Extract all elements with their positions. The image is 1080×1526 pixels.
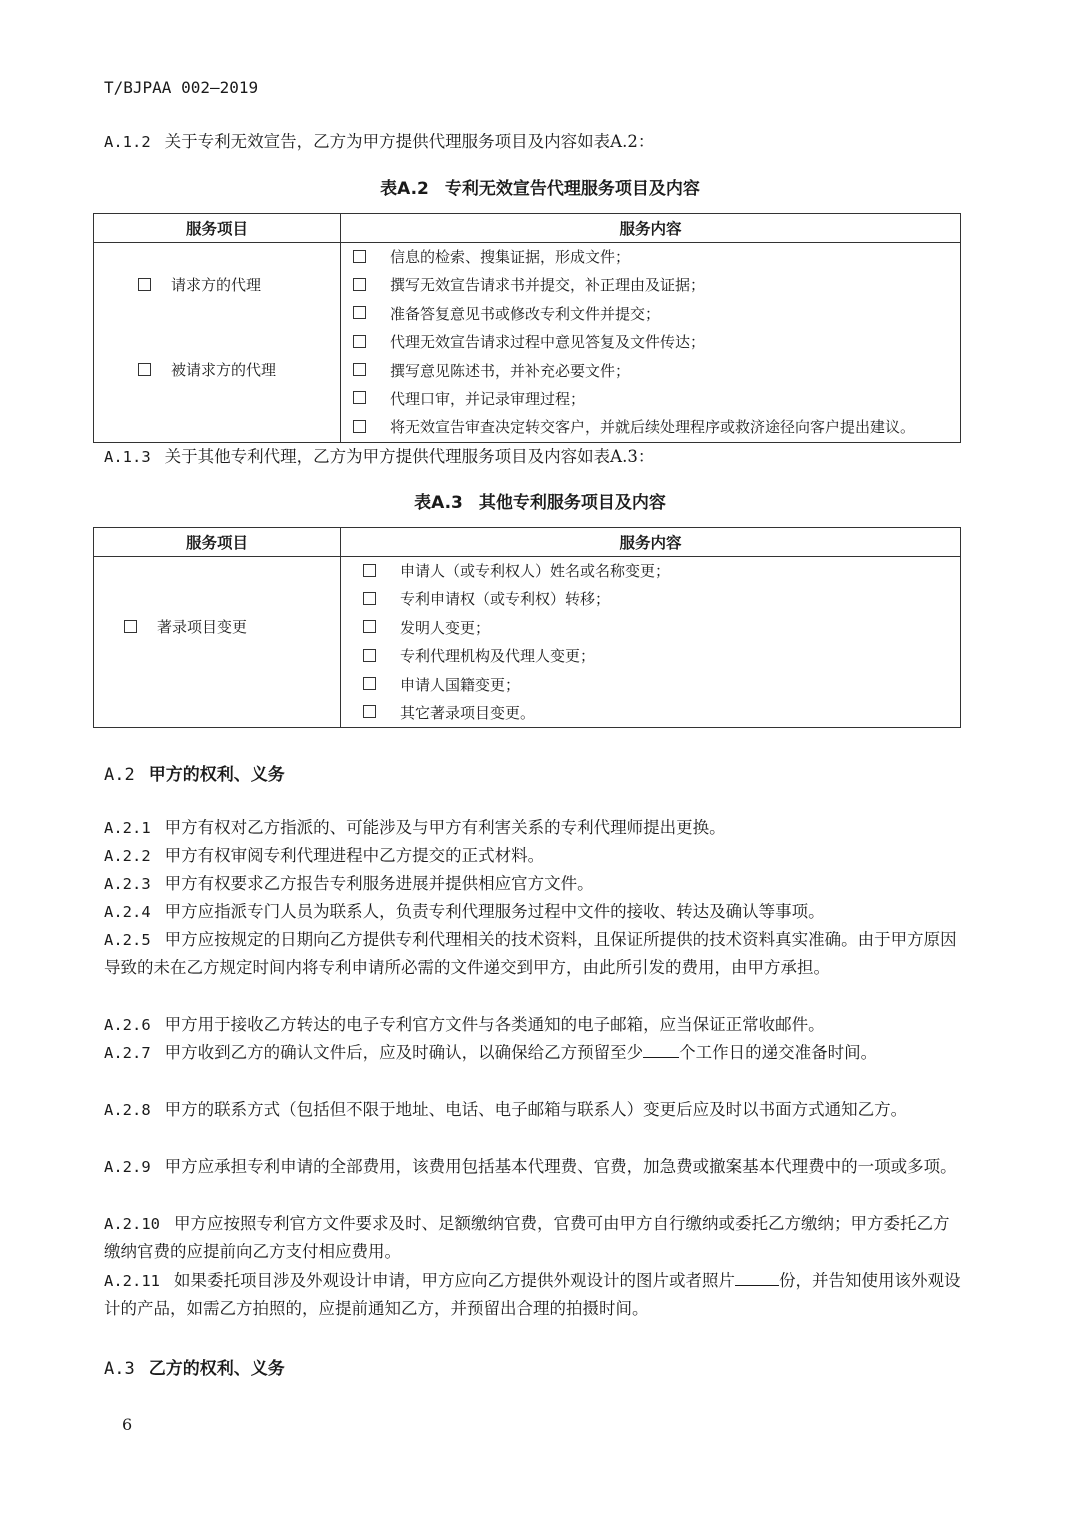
clause-a113 xyxy=(104,443,964,471)
document-code: T/BJPAA 002—2019 xyxy=(104,78,259,97)
table-body-row xyxy=(94,557,961,728)
content-text: 准备答复意见书或修改专利文件并提交； xyxy=(390,304,661,323)
table-a2 xyxy=(93,213,961,443)
checkbox-icon[interactable] xyxy=(363,705,376,718)
clause-a23 xyxy=(104,870,964,898)
content-text: 代理口审，并记录审理过程； xyxy=(390,389,586,408)
service-content-cell xyxy=(341,243,961,443)
copies-blank-field[interactable] xyxy=(735,1267,779,1286)
service-item xyxy=(124,616,247,637)
clause-number: A.2.10 xyxy=(104,1215,160,1233)
checkbox-icon[interactable] xyxy=(363,592,376,605)
content-item xyxy=(363,699,960,727)
checkbox-icon[interactable] xyxy=(363,564,376,577)
caption-number: 表A.3 xyxy=(414,493,463,513)
clause-a112 xyxy=(104,128,964,156)
clause-text: 甲方有权对乙方指派的、可能涉及与甲方有利害关系的专利代理师提出更换。 xyxy=(164,818,726,837)
content-text: 撰写无效宣告请求书并提交，补正理由及证据； xyxy=(390,276,706,295)
caption-text: 其他专利服务项目及内容 xyxy=(478,493,666,513)
content-text: 其它著录项目变更。 xyxy=(400,703,536,722)
clause-text: 甲方的联系方式（包括但不限于地址、电话、电子邮箱与联系人）变更后应及时以书面方式通知乙方。 xyxy=(164,1100,908,1119)
checkbox-icon[interactable] xyxy=(353,335,366,348)
content-item xyxy=(353,243,960,271)
content-text: 专利代理机构及代理人变更； xyxy=(400,647,596,666)
clause-number: A.1.2 xyxy=(104,133,151,151)
caption-number: 表A.2 xyxy=(380,179,429,199)
clause-text: 甲方有权要求乙方报告专利服务进展并提供相应官方文件。 xyxy=(164,874,594,893)
clause-number: A.2.7 xyxy=(104,1044,151,1062)
clause-text: 关于其他专利代理，乙方为甲方提供代理服务项目及内容如表A.3： xyxy=(164,447,655,466)
header-service-item: 服务项目 xyxy=(94,214,341,243)
clause-number: A.2.1 xyxy=(104,819,151,837)
service-content-cell xyxy=(341,557,961,728)
service-item xyxy=(138,274,261,295)
days-blank-field[interactable] xyxy=(643,1039,679,1058)
clause-number: A.2.2 xyxy=(104,847,151,865)
clause-number: A.2.4 xyxy=(104,903,151,921)
checkbox-icon[interactable] xyxy=(138,363,151,376)
table-a3-caption xyxy=(0,488,1080,513)
content-item xyxy=(353,328,960,356)
page-number: 6 xyxy=(122,1415,133,1434)
clause-number: A.2.6 xyxy=(104,1016,151,1034)
clause-text: 甲方有权审阅专利代理进程中乙方提交的正式材料。 xyxy=(164,846,545,865)
clause-text: 个工作日的递交准备时间。 xyxy=(679,1043,878,1062)
clause-a211 xyxy=(104,1267,964,1323)
clause-text: 如果委托项目涉及外观设计申请，甲方应向乙方提供外观设计的图片或者照片 xyxy=(174,1271,735,1290)
content-item xyxy=(363,671,960,699)
content-text: 代理无效宣告请求过程中意见答复及文件传达； xyxy=(390,333,706,352)
clause-text: 甲方应按规定的日期向乙方提供专利代理相关的技术资料，且保证所提供的技术资料真实准确。由于甲方原因导致的未在乙方规定时间内将专利申请所必需的文件递交到甲方，由此所引发的费用，由甲方承担。 xyxy=(104,930,957,977)
service-item xyxy=(138,359,276,380)
table-header-row xyxy=(94,528,961,557)
clause-a22 xyxy=(104,842,964,870)
content-item xyxy=(363,557,960,585)
checkbox-icon[interactable] xyxy=(138,278,151,291)
clause-text: 甲方收到乙方的确认文件后，应及时确认，以确保给乙方预留至少 xyxy=(164,1043,644,1062)
content-text: 专利申请权（或专利权）转移； xyxy=(400,590,611,609)
section-a2-heading xyxy=(104,760,285,785)
clause-number: A.2.11 xyxy=(104,1272,160,1290)
checkbox-icon[interactable] xyxy=(353,420,366,433)
clause-text: 甲方应指派专门人员为联系人，负责专利代理服务过程中文件的接收、转达及确认等事项。 xyxy=(164,902,825,921)
section-number: A.3 xyxy=(104,1359,135,1379)
checkbox-icon[interactable] xyxy=(353,363,366,376)
checkbox-icon[interactable] xyxy=(363,649,376,662)
service-item-cell xyxy=(94,557,341,728)
checkbox-icon[interactable] xyxy=(124,620,137,633)
content-item xyxy=(353,413,960,441)
clause-text: 甲方应按照专利官方文件要求及时、足额缴纳官费，官费可由甲方自行缴纳或委托乙方缴纳；甲方委托乙方缴纳官费的应提前向乙方支付相应费用。 xyxy=(104,1214,950,1261)
service-item-label: 被请求方的代理 xyxy=(171,361,277,379)
clause-a24 xyxy=(104,898,964,926)
checkbox-icon[interactable] xyxy=(353,278,366,291)
clause-number: A.2.9 xyxy=(104,1158,151,1176)
content-item xyxy=(363,642,960,670)
checkbox-icon[interactable] xyxy=(353,391,366,404)
checkbox-icon[interactable] xyxy=(363,620,376,633)
section-number: A.2 xyxy=(104,765,135,785)
clause-number: A.2.5 xyxy=(104,931,151,949)
clause-number: A.2.3 xyxy=(104,875,151,893)
content-text: 信息的检索、搜集证据，形成文件； xyxy=(390,248,631,266)
content-item xyxy=(353,300,960,328)
clause-a28 xyxy=(104,1096,964,1124)
clause-text: 甲方应承担专利申请的全部费用，该费用包括基本代理费、官费，加急费或撤案基本代理费中的一项或多项。 xyxy=(164,1157,957,1176)
clause-a210 xyxy=(104,1210,964,1266)
content-item xyxy=(353,385,960,413)
checkbox-icon[interactable] xyxy=(353,250,366,263)
service-item-label: 请求方的代理 xyxy=(171,276,262,294)
clause-number: A.1.3 xyxy=(104,448,151,466)
clause-text: 关于专利无效宣告，乙方为甲方提供代理服务项目及内容如表A.2： xyxy=(164,132,655,151)
content-item xyxy=(353,271,960,299)
content-text: 申请人（或专利权人）姓名或名称变更； xyxy=(400,562,671,580)
section-a3-heading xyxy=(104,1354,285,1379)
table-a2-caption xyxy=(0,174,1080,199)
clause-a29 xyxy=(104,1153,964,1181)
checkbox-icon[interactable] xyxy=(353,306,366,319)
clause-number: A.2.8 xyxy=(104,1101,151,1119)
clause-a21 xyxy=(104,814,964,842)
clause-a27 xyxy=(104,1039,964,1067)
header-service-item: 服务项目 xyxy=(94,528,341,557)
caption-text: 专利无效宣告代理服务项目及内容 xyxy=(444,179,700,199)
clause-a25 xyxy=(104,926,964,982)
content-item xyxy=(353,357,960,385)
clause-a26 xyxy=(104,1011,964,1039)
section-title: 乙方的权利、义务 xyxy=(148,1359,285,1379)
header-service-content: 服务内容 xyxy=(341,528,961,557)
content-text: 发明人变更； xyxy=(400,618,491,637)
clause-text: 甲方用于接收乙方转达的电子专利官方文件与各类通知的电子邮箱，应当保证正常收邮件。 xyxy=(164,1015,825,1034)
checkbox-icon[interactable] xyxy=(363,677,376,690)
table-a3 xyxy=(93,527,961,728)
content-item xyxy=(363,585,960,613)
clause-text: 份，并告知使用该外观设计的产品，如需乙方拍照的，应提前通知乙方，并预留出合理的拍摄时间。 xyxy=(104,1271,961,1318)
table-header-row xyxy=(94,214,961,243)
content-text: 将无效宣告审查决定转交客户，并就后续处理程序或救济途径向客户提出建议。 xyxy=(390,418,916,437)
service-item-label: 著录项目变更 xyxy=(157,618,248,636)
service-item-cell xyxy=(94,243,341,443)
table-body-row xyxy=(94,243,961,443)
header-service-content: 服务内容 xyxy=(341,214,961,243)
content-item xyxy=(363,614,960,642)
content-text: 申请人国籍变更； xyxy=(400,675,521,694)
section-title: 甲方的权利、义务 xyxy=(148,765,285,785)
content-text: 撰写意见陈述书，并补充必要文件； xyxy=(390,361,631,380)
